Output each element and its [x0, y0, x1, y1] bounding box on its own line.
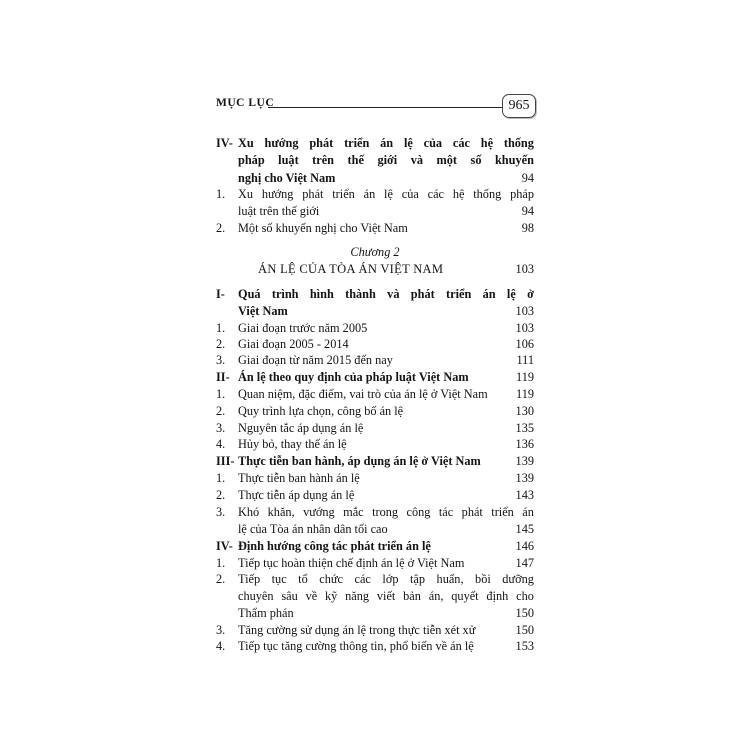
toc-line — [216, 504, 534, 521]
toc-line — [216, 403, 534, 420]
toc-page-number: 94 — [521, 171, 534, 185]
toc-page-number: 130 — [515, 404, 534, 418]
toc-text: Án lệ theo quy định của pháp luật Việt Nam — [238, 370, 469, 384]
toc-page-number: 119 — [516, 370, 534, 384]
toc-line — [216, 453, 534, 470]
toc-text: Hủy bỏ, thay thế án lệ — [238, 437, 347, 451]
toc-line — [216, 386, 534, 403]
toc-text: ÁN LỆ CỦA TÒA ÁN VIỆT NAM — [258, 262, 444, 276]
toc-page-number: 103 — [515, 321, 534, 335]
toc-text: Tiếp tục hoàn thiện chế định án lệ ở Việt Nam — [238, 556, 465, 570]
toc-number: 2. — [216, 337, 226, 351]
toc-line — [216, 487, 534, 504]
toc-number: 1. — [216, 471, 226, 485]
toc-text: Việt Nam — [238, 304, 288, 318]
toc-line — [216, 622, 534, 639]
toc-line — [216, 135, 534, 152]
toc-page-number: 153 — [515, 639, 534, 653]
toc-page-number: 103 — [515, 262, 534, 276]
toc-page-number: 136 — [515, 437, 534, 451]
toc-text: Quá trình hình thành và phát triển án lệ ở — [238, 287, 534, 301]
toc-number: 1. — [216, 187, 226, 201]
toc-page-number: 106 — [515, 337, 534, 351]
toc-line — [216, 336, 534, 353]
toc-line — [216, 186, 534, 203]
toc-text: Tăng cường sử dụng án lệ trong thực tiễn xét xử — [238, 623, 476, 637]
toc-text: pháp luật trên thế giới và một số khuyến — [238, 153, 534, 167]
toc-number: II- — [216, 370, 230, 384]
toc-line — [216, 352, 534, 369]
toc-number: 1. — [216, 387, 226, 401]
toc-text: Chương 2 — [350, 245, 400, 259]
toc-page-number: 143 — [515, 488, 534, 502]
toc-text: Khó khăn, vướng mắc trong công tác phát triển án — [238, 505, 534, 519]
toc-line — [216, 420, 534, 437]
toc-text: Giai đoạn từ năm 2015 đến nay — [238, 353, 393, 367]
toc-number: 2. — [216, 404, 226, 418]
toc-text: Thẩm phán — [238, 606, 294, 620]
toc-line — [216, 605, 534, 622]
toc-text: chuyên sâu về kỹ năng viết bản án, quyết định cho — [238, 589, 534, 603]
toc-line — [216, 436, 534, 453]
toc-number: IV- — [216, 539, 233, 553]
toc-number: 3. — [216, 353, 226, 367]
toc-text: Giai đoạn 2005 - 2014 — [238, 337, 349, 351]
chapter-label — [216, 244, 534, 261]
toc-text: Định hướng công tác phát triển án lệ — [238, 539, 431, 553]
toc-number: 2. — [216, 221, 226, 235]
toc-number: 3. — [216, 623, 226, 637]
toc-number: 1. — [216, 321, 226, 335]
toc-text: Quy trình lựa chọn, công bố án lệ — [238, 404, 404, 418]
toc-text: luật trên thế giới — [238, 204, 320, 218]
toc-line — [216, 588, 534, 605]
toc-line — [216, 320, 534, 337]
toc-line — [216, 303, 534, 320]
page-header-title: MỤC LỤC — [216, 97, 275, 109]
toc-text: nghị cho Việt Nam — [238, 171, 336, 185]
toc-number: 2. — [216, 572, 226, 586]
toc-text: Nguyên tắc áp dụng án lệ — [238, 421, 364, 435]
toc-text: Một số khuyến nghị cho Việt Nam — [238, 221, 408, 235]
toc-line — [216, 369, 534, 386]
toc-line — [216, 555, 534, 572]
toc-page-number: 135 — [515, 421, 534, 435]
toc-number: 2. — [216, 488, 226, 502]
toc-line — [216, 470, 534, 487]
toc-number: 1. — [216, 556, 226, 570]
toc-text: Tiếp tục tổ chức các lớp tập huấn, bồi dưỡng — [238, 572, 534, 586]
header-rule — [268, 107, 502, 108]
toc-number: 3. — [216, 505, 226, 519]
toc-line — [216, 152, 534, 169]
toc-number: 3. — [216, 421, 226, 435]
chapter-title — [216, 261, 534, 278]
toc-number: 4. — [216, 639, 226, 653]
toc-page-number: 103 — [515, 304, 534, 318]
toc-text: Giai đoạn trước năm 2005 — [238, 321, 368, 335]
toc-page-number: 146 — [515, 539, 534, 553]
toc-text: Xu hướng phát triển án lệ của các hệ thống — [238, 136, 534, 150]
toc-number: I- — [216, 287, 225, 301]
toc-line — [216, 203, 534, 220]
toc-page-number: 139 — [515, 454, 534, 468]
toc-page-number: 150 — [515, 623, 534, 637]
page-number-badge: 965 — [502, 94, 536, 118]
toc-line — [216, 638, 534, 655]
toc-page-number: 150 — [515, 606, 534, 620]
toc-text: Tiếp tục tăng cường thông tin, phổ biến về án lệ — [238, 639, 474, 653]
toc-line — [216, 286, 534, 303]
toc-number: 4. — [216, 437, 226, 451]
toc-text: Thực tiễn ban hành án lệ — [238, 471, 360, 485]
toc-text: Xu hướng phát triển án lệ của các hệ thống pháp — [238, 187, 534, 201]
toc-line — [216, 538, 534, 555]
toc-page-number: 98 — [521, 221, 534, 235]
toc-line — [216, 170, 534, 187]
toc-number: III- — [216, 454, 235, 468]
toc-page-number: 119 — [516, 387, 534, 401]
toc-text: Thực tiễn áp dụng án lệ — [238, 488, 355, 502]
toc-page-number: 147 — [515, 556, 534, 570]
toc-text: Quan niệm, đặc điểm, vai trò của án lệ ở Việt Nam — [238, 387, 488, 401]
toc-page-number: 145 — [515, 522, 534, 536]
toc-text: Thực tiễn ban hành, áp dụng án lệ ở Việt Nam — [238, 454, 481, 468]
toc-text: lệ của Tòa án nhân dân tối cao — [238, 522, 388, 536]
toc-number: IV- — [216, 136, 233, 150]
toc-page-number: 94 — [521, 204, 534, 218]
toc-line — [216, 571, 534, 588]
toc-line — [216, 521, 534, 538]
toc-line — [216, 220, 534, 237]
toc-page-number: 139 — [515, 471, 534, 485]
toc-page-number: 111 — [516, 353, 534, 367]
